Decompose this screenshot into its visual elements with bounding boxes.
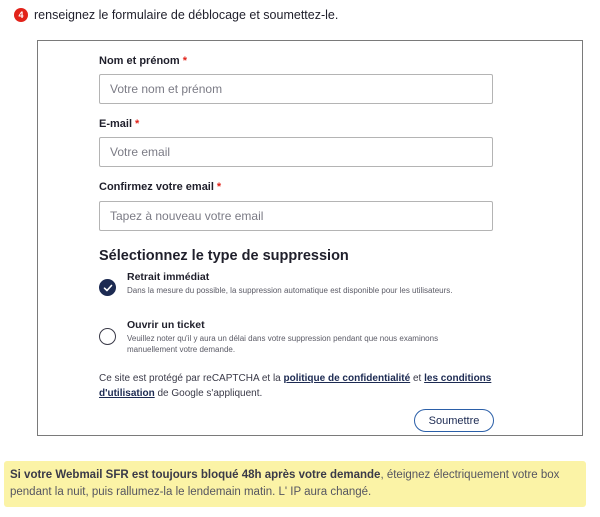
- step-text: renseignez le formulaire de déblocage et soumettez-le.: [34, 8, 339, 22]
- note-rest: , éteignez électriquement votre box pendant la nuit, puis rallumez-la le lendemain matin. L' IP aura changé.: [10, 469, 560, 498]
- confirm-email-label: Confirmez votre email *: [99, 181, 222, 193]
- name-input[interactable]: [99, 74, 493, 104]
- privacy-policy-link[interactable]: politique de confidentialité: [283, 373, 411, 384]
- confirm-email-input[interactable]: [99, 201, 493, 231]
- option-title: Retrait immédiat: [127, 271, 210, 283]
- unblock-form: [37, 40, 583, 436]
- radio-checked-icon[interactable]: [99, 279, 116, 296]
- section-title: Sélectionnez le type de suppression: [99, 248, 349, 264]
- step-number-badge: 4: [14, 8, 28, 22]
- required-marker: *: [182, 55, 187, 67]
- option-description: Veuillez noter qu'il y aura un délai dans votre suppression pendant que nous examinons manuellement votre demande.: [127, 334, 439, 354]
- required-marker: *: [135, 118, 140, 130]
- highlighted-note: [10, 467, 582, 501]
- option-description: Dans la mesure du possible, la suppression automatique est disponible pour les utilisateurs.: [127, 286, 453, 295]
- terms-link[interactable]: les conditions d'utilisation: [99, 373, 492, 399]
- radio-unchecked-icon[interactable]: [99, 328, 116, 345]
- recaptcha-notice: Ce site est protégé par reCAPTCHA et la politique de confidentialité et les conditions d'utilisation de Google s'appliquent.: [99, 373, 492, 399]
- note-bold: Si votre Webmail SFR est toujours bloqué 48h après votre demande: [10, 469, 381, 481]
- option-title: Ouvrir un ticket: [127, 319, 205, 331]
- email-label: E-mail *: [99, 118, 140, 130]
- name-label: Nom et prénom *: [99, 55, 187, 67]
- required-marker: *: [216, 181, 222, 193]
- submit-button[interactable]: Soumettre: [414, 409, 494, 432]
- email-input[interactable]: [99, 137, 493, 167]
- step-instruction: [14, 8, 338, 22]
